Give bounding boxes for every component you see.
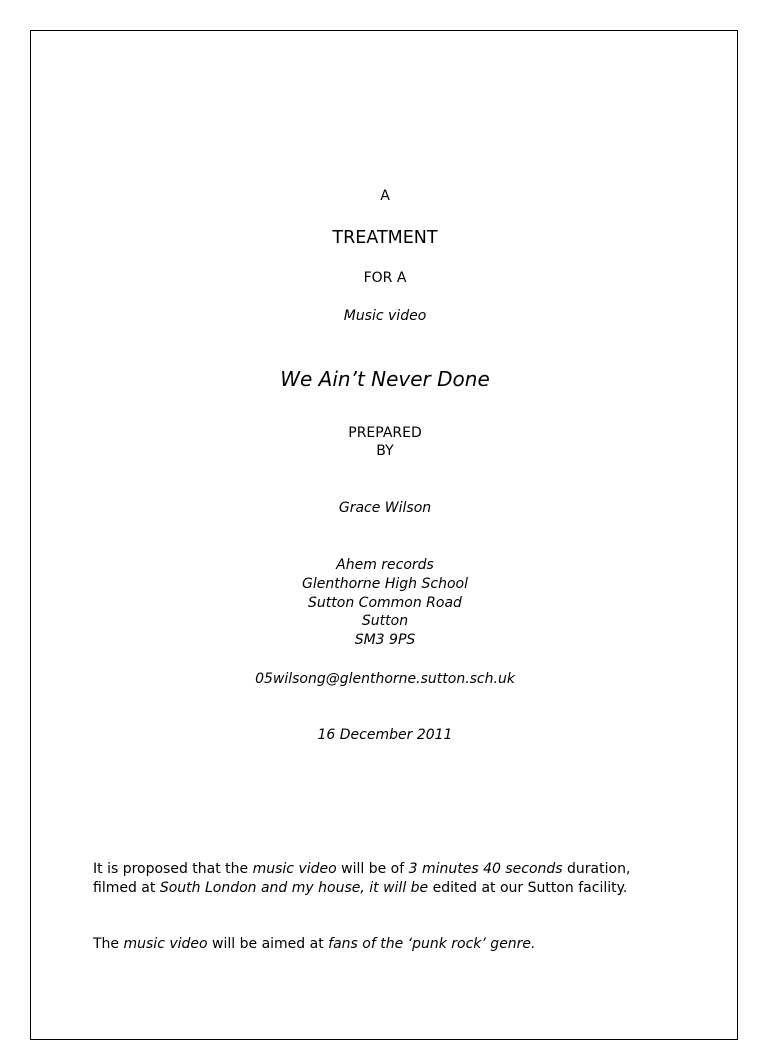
document-type: Music video (343, 308, 427, 324)
heading-a: A (380, 188, 390, 204)
address-line: Sutton (361, 613, 409, 629)
para-text: will be of (336, 861, 409, 877)
audience-paragraph (93, 935, 713, 954)
address-line: SM3 9PS (354, 632, 416, 648)
heading-for-a: FOR A (363, 270, 407, 286)
para-text: It is proposed that the (93, 861, 253, 877)
address-line: Sutton Common Road (308, 595, 462, 611)
para-text: duration, (562, 861, 631, 877)
para-text: South London and my house, it will be (159, 880, 429, 896)
para-text: fans of the ‘punk rock’ genre. (328, 936, 536, 952)
para-text: edited at our Sutton facility. (428, 880, 628, 896)
by-label: BY (376, 443, 394, 459)
address-line: Glenthorne High School (302, 576, 468, 592)
song-title: We Ain’t Never Done (280, 367, 490, 391)
prepared-label: PREPARED (348, 425, 422, 441)
document-date: 16 December 2011 (317, 727, 453, 743)
duration-paragraph (93, 860, 713, 898)
address-line: Ahem records (336, 557, 434, 573)
document-title: TREATMENT (332, 228, 438, 248)
para-text: The (93, 936, 124, 952)
para-text: music video (123, 936, 208, 952)
para-text: 3 minutes 40 seconds (408, 861, 563, 877)
document-page (30, 30, 738, 1040)
para-text: music video (252, 861, 337, 877)
author-name: Grace Wilson (338, 500, 432, 516)
para-text: filmed at (93, 880, 160, 896)
para-text: will be aimed at (207, 936, 329, 952)
email-address: 05wilsong@glenthorne.sutton.sch.uk (255, 671, 515, 687)
